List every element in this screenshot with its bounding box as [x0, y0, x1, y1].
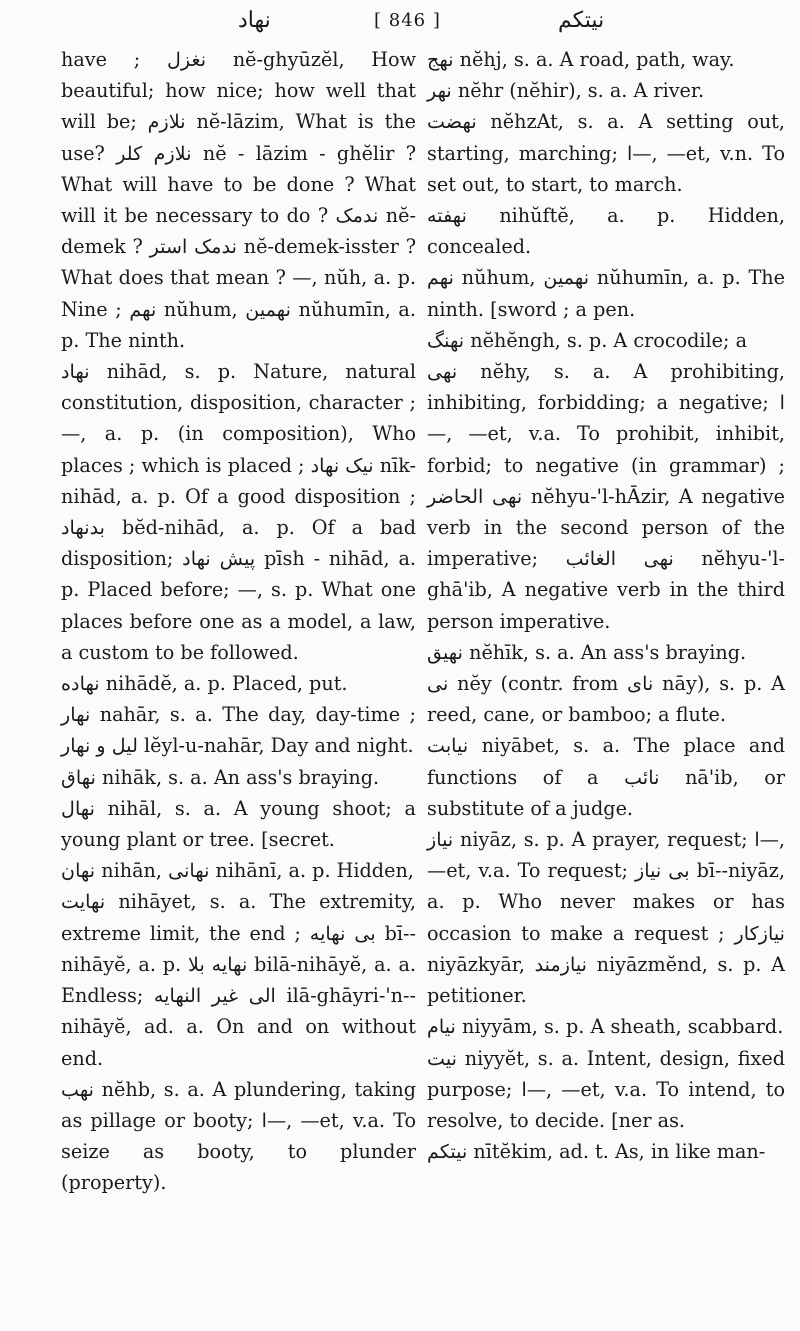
entry-l7: نهایت nihāyet, s. a. The extremity, extreme limit, the end ; بی نهایه bī--nihāyĕ, a. p. نهایه بلا bilā-nihāyĕ, a. a. Endless; الی غیر النهایه ilā-ghāyri-'n--nihāyĕ, ad. a. On and on without end.: [61, 890, 416, 1070]
entry-l5: نهال nihāl, s. a. A young shoot; a young plant or tree. [secret.: [61, 796, 416, 852]
entry-r9: نیابت niyābet, s. a. The place and functions of a نائب nā'ib, or substitute of a judge.: [427, 734, 785, 820]
entry-r3: نهفته nihŭftĕ, a. p. Hidden, concealed.: [427, 204, 785, 259]
page-number: [ 846 ]: [374, 10, 441, 31]
entry-l2: نهاده nihādĕ, a. p. Placed, put.: [61, 672, 348, 696]
entry-l1: نهاد nihād, s. p. Nature, natural constitution, disposition, character ; —, a. p. (in composition), Who places ; which is placed ; نیک نهاد nīk-nihād, a. p. Of a good disposition ; بدنهاد bĕd-nihād, a. p. Of a bad disposition; پیش نهاد pīsh - nihād, a. p. Placed before; —, s. p. What one places before one as a model, a law, a custom to be followed.: [61, 360, 416, 664]
entry-l4: نهاق nihāk, s. a. An ass's braying.: [61, 765, 380, 789]
page-header: [0, 8, 800, 38]
entry-r7: نهیق nĕhīk, s. a. An ass's braying.: [427, 640, 747, 664]
entry-l3: نهار nahār, s. a. The day, day-time ; لیل و نهار lĕyl-u-nahār, Day and night.: [61, 703, 416, 758]
entry-r6: نهی nĕhy, s. a. A prohibiting, inhibiting, forbidding; a negative; ا—, —et, v.a. To prohibit, inhibit, forbid; to negative (in grammar) ; نهی الحاضر nĕhyu-'l-hĀzir, A negative verb in the second person of the imperative; نهی الغائب nĕhyu-'l-ghā'ib, A negative verb in the third person imperative.: [427, 360, 785, 633]
entry-l8: نهب nĕhb, s. a. A plundering, taking as pillage or booty; ا—, —et, v.a. To seize as booty, to plunder (property).: [61, 1077, 416, 1195]
entry-r4: نهم nŭhum, نهمین nŭhumīn, a. p. The ninth. [sword ; a pen.: [427, 266, 785, 321]
entry-r11: نیام niyyām, s. p. A sheath, scabbard.: [427, 1015, 784, 1039]
left-column: [61, 44, 416, 1199]
header-left-word: نهاد: [238, 8, 271, 33]
entry-l6: نهان nihān, نهانی nihānī, a. p. Hidden,: [61, 859, 414, 883]
entry-r0: نهج nĕhj, s. a. A road, path, way.: [427, 48, 735, 71]
entry-r8: نی nĕy (contr. from نای nāy), s. p. A reed, cane, or bamboo; a flute.: [427, 672, 785, 727]
entry-r12: نیت niyyĕt, s. a. Intent, design, fixed purpose; ا—, —et, v.a. To intend, to resolve, to decide. [ner as.: [427, 1046, 785, 1132]
entry-r2: نهضت nĕhzAt, s. a. A setting out, starting, marching; ا—, —et, v.n. To set out, to start, to march.: [427, 110, 786, 196]
entry-r1: نهر nĕhr (nĕhir), s. a. A river.: [427, 79, 705, 103]
right-column: [427, 44, 785, 1167]
entry-r10: نیاز niyāz, s. p. A prayer, request; ا—, —et, v.a. To request; بی نیاز bī--niyāz, a. p. Who never makes or has occasion to make a request ; نیازکار niyāzkyār, نیازمند niyāzmĕnd, s. p. A petitioner.: [427, 828, 785, 1008]
entry-l0: have ; نغزل nĕ-ghyūzĕl, How beautiful; how nice; how well that will be; نلازم nĕ-lāzim, What is the use? نلازم کلر nĕ - lāzim - ghĕlir ? What will have to be done ? What will it be necessary to do ? ندمک nĕ-demek ? ندمک استر nĕ-demek-isster ? What does that mean ? —, nŭh, a. p. Nine ; نهم nŭhum, نهمین nŭhumīn, a. p. The ninth.: [61, 48, 417, 352]
header-right-word: نیتکم: [558, 8, 605, 33]
entry-r5: نهنگ nĕhĕngh, s. p. A crocodile; a: [427, 328, 748, 352]
entry-r13: نیتکم nītĕkim, ad. t. As, in like man-: [427, 1140, 766, 1164]
